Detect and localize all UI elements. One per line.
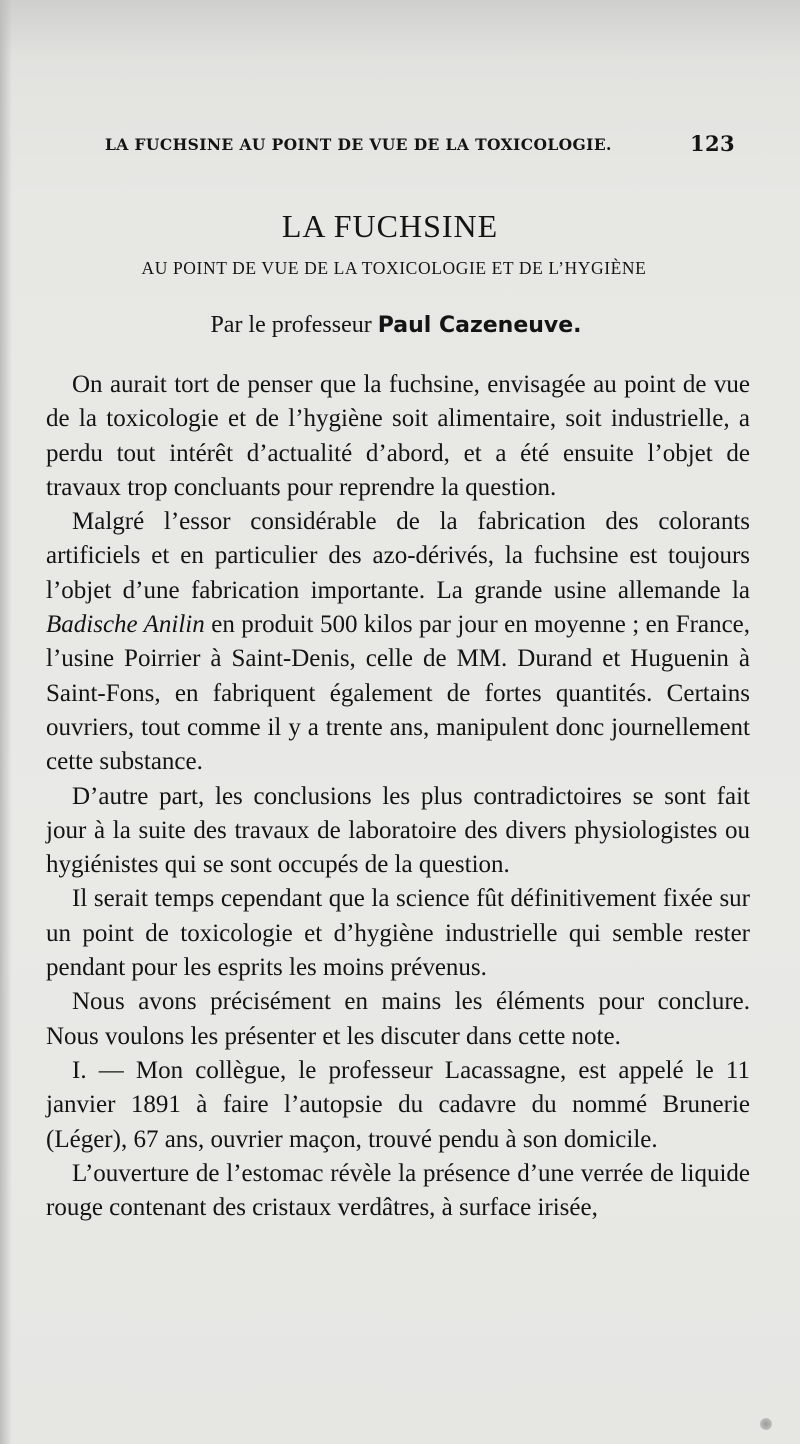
author-name: Paul Cazeneuve. bbox=[377, 313, 582, 338]
paragraph-6: I. — Mon collègue, le professeur Lacassagne, est appelé le 11 janvier 1891 à faire l’autopsie du cadavre du nommé Brunerie (Léger), 67 ans, ouvrier maçon, trouvé pendu à son domicile. bbox=[46, 1056, 750, 1153]
paragraph-7: L’ouverture de l’estomac révèle la présence d’une verrée de liquide rouge contenant des cristaux verdâtres, à surface irisée, bbox=[46, 1159, 750, 1222]
paragraph-3: D’autre part, les conclusions les plus contradictoires se sont fait jour à la suite des travaux de laboratoire des divers physiologistes ou hygiénistes qui se sont occupés de la question. bbox=[46, 782, 750, 879]
running-head-title: LA FUCHSINE AU POINT DE VUE DE LA TOXICOLOGIE. bbox=[105, 135, 612, 154]
company-name-italic: Badische Anilin bbox=[46, 611, 205, 639]
paragraph-4: Il serait temps cependant que la science fût définitivement fixée sur un point de toxicologie et d’hygiène industrielle qui semble rester pendant pour les esprits les moins prévenus. bbox=[46, 885, 750, 982]
running-head bbox=[105, 131, 745, 157]
paragraph-5: Nous avons précisément en mains les éléments pour conclure. Nous voulons les présenter et les discuter dans cette note. bbox=[46, 988, 750, 1050]
paragraph-1: On aurait tort de penser que la fuchsine, envisagée au point de vue de la toxicologie et de l’hygiène soit alimentaire, soit industrielle, a perdu tout intérêt d’actualité d’abord, et a été ensuite l’objet de travaux trop concluants pour reprendre la question. bbox=[46, 371, 750, 501]
article-body bbox=[46, 368, 750, 1225]
article-subtitle: AU POINT DE VUE DE LA TOXICOLOGIE ET DE L’HYGIÈNE bbox=[141, 258, 647, 278]
article-title: LA FUCHSINE bbox=[281, 208, 499, 244]
paragraph-2 bbox=[46, 505, 750, 779]
page-number: 123 bbox=[689, 131, 735, 156]
paper-speck bbox=[760, 1418, 772, 1430]
paragraph-2-text-start: Malgré l’essor considérable de la fabrication des colorants artificiels et en particulier des azo-dérivés, la fuchsine est toujours l’objet d’une fabrication importante. La grande usine allemande la bbox=[46, 508, 750, 604]
byline bbox=[0, 312, 792, 339]
paragraph-2-text-end: en produit 500 kilos par jour en moyenne ; en France, l’usine Poirrier à Saint-Denis, celle de MM. Durand et Huguenin à Saint-Fons, en fabriquent également de fortes quantités. Certains ouvriers, tout comme il y a trente ans, manipulent donc journellement cette substance. bbox=[46, 611, 751, 776]
byline-prefix: Par le professeur bbox=[210, 312, 372, 338]
